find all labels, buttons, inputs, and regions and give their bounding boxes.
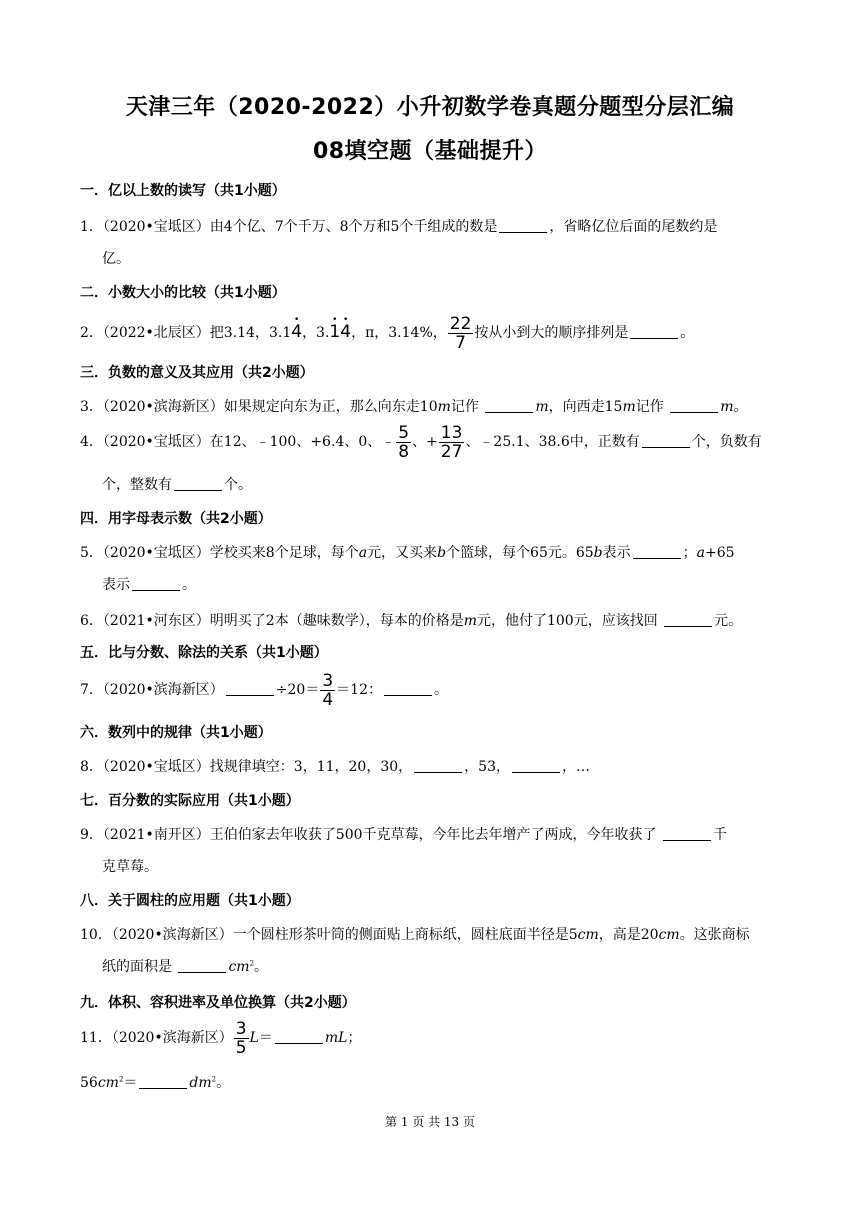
page-footer: 第 1 页 共 13 页 [385,1115,475,1129]
question-4-line1: 4．（2020•宝坻区）在12、﹣100、+6.4、0、﹣ $\frac{5}{8}$ 、+ $\frac{13}{27}$ 、﹣25.1、38.6中，正数有 个，负数有 [80,422,762,462]
section-heading-8: 八．关于圆柱的应用题（共1小题） [80,893,300,909]
question-1-line2: 亿。 [102,251,130,267]
answer-blank[interactable] [664,612,712,627]
question-10-line2: 纸的面积是 $cm^2$。 [102,959,269,975]
answer-blank[interactable] [633,544,681,559]
answer-blank[interactable] [384,681,432,696]
question-4-line2: 个，整数有 个。 [102,477,252,493]
question-7: 7．（2020•滨海新区） ÷20＝ $\frac{3}{4}$ ＝12： 。 [80,670,448,710]
answer-blank[interactable] [512,758,560,773]
answer-blank[interactable] [630,324,678,339]
answer-blank[interactable] [670,398,718,413]
page-title: 天津三年（2020-2022）小升初数学卷真题分题型分层汇编 [125,95,735,120]
section-heading-7: 七．百分数的实际应用（共1小题） [80,793,300,809]
section-heading-3: 三．负数的意义及其应用（共2小题） [80,365,314,381]
question-10-line1: 10．（2020•滨海新区）一个圆柱形茶叶筒的侧面贴上商标纸，圆柱底面半径是5cm，高是20cm。这张商标 [80,927,750,943]
answer-blank[interactable] [485,398,533,413]
answer-blank[interactable] [132,576,180,591]
answer-blank[interactable] [174,476,222,491]
answer-blank[interactable] [642,433,690,448]
answer-blank[interactable] [414,758,462,773]
question-3: 3．（2020•滨海新区）如果规定向东为正，那么向东走10m记作 m，向西走15m记作 m。 [80,399,748,415]
fraction: $\frac{3}{5}$ [235,1018,247,1058]
repeating-digit: • 4 [340,312,351,352]
question-9-line2: 克草莓。 [102,859,158,875]
answer-blank[interactable] [275,1029,323,1044]
section-heading-5: 五．比与分数、除法的关系（共1小题） [80,645,328,661]
answer-blank[interactable] [499,218,547,233]
answer-blank[interactable] [226,681,274,696]
fraction: $\frac{13}{27}$ [440,422,463,462]
repeating-digit: • 1 [329,312,340,352]
section-heading-2: 二．小数大小的比较（共1小题） [80,285,286,301]
question-5-line1: 5．（2020•宝坻区）学校买来8个足球，每个a元，又买来b个篮球，每个65元。65b表示 ；a+65 [80,545,735,561]
answer-blank[interactable] [663,826,711,841]
repeating-digit: • 4 [291,312,302,352]
section-heading-9: 九．体积、容积进率及单位换算（共2小题） [80,995,356,1011]
question-8: 8．（2020•宝坻区）找规律填空：3，11，20，30， ，53， ，… [80,759,590,775]
page-subtitle: 08填空题（基础提升） [312,139,548,164]
question-6: 6．（2021•河东区）明明买了2本（趣味数学），每本的价格是m元，他付了100元，应该找回 元。 [80,613,743,629]
question-2: 2．（2022•北辰区）把3.14，3.1• 4，3.• 1• 4，π，3.14%， $\frac{22}{7}$ 按从小到大的顺序排列是 。 [80,312,694,352]
question-1-line1: 1．（2020•宝坻区）由4个亿、7个千万、8个万和5个千组成的数是 ，省略亿位后面的尾数约是 [80,219,718,235]
answer-blank[interactable] [139,1074,187,1089]
question-9-line1: 9．（2021•南开区）王伯伯家去年收获了500千克草莓，今年比去年增产了两成，今年收获了 千 [80,827,727,843]
section-heading-4: 四．用字母表示数（共2小题） [80,511,272,527]
question-11-line2: $56cm^2= dm^2$。 [80,1075,231,1091]
section-heading-6: 六．数列中的规律（共1小题） [80,725,272,741]
fraction: $\frac{3}{4}$ [322,670,334,710]
fraction: $\frac{5}{8}$ [398,422,410,462]
question-11-line1: 11．（2020•滨海新区） $\frac{3}{5}$ L＝ mL； [80,1018,362,1058]
section-heading-1: 一．亿以上数的读写（共1小题） [80,183,286,199]
fraction: $\frac{22}{7}$ [449,313,472,353]
answer-blank[interactable] [178,958,226,973]
question-5-line2: 表示 。 [102,577,196,593]
